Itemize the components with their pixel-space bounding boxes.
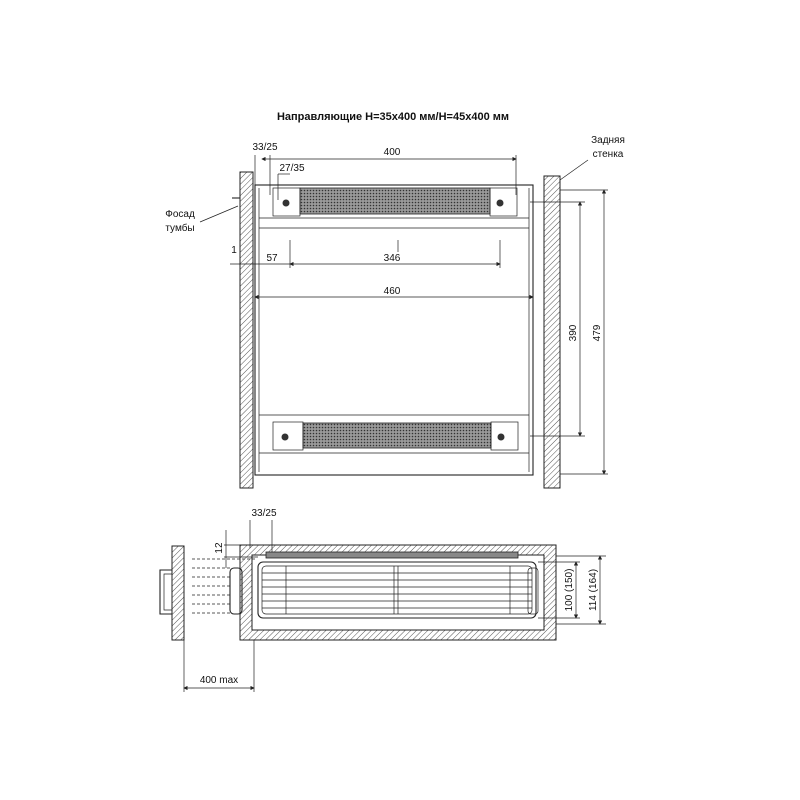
front-view: [160, 508, 606, 692]
dim-400-max: 400 max: [199, 675, 239, 686]
dim-100-150: 100 (150): [564, 568, 575, 612]
basket-wires: [262, 566, 532, 614]
dim-57: 57: [266, 253, 278, 264]
top-rail: [300, 188, 490, 214]
dim-27-35: 27/35: [279, 163, 305, 174]
dim-479: 479: [592, 324, 603, 342]
front-handle: [160, 570, 172, 614]
back-wall: [544, 176, 560, 488]
dim-1: 1: [231, 245, 237, 256]
dim-346: 346: [383, 253, 401, 264]
bottom-right-screw: [498, 434, 505, 441]
basket-frame: [258, 562, 536, 618]
dim-460: 460: [383, 286, 401, 297]
top-view: [165, 135, 625, 488]
bottom-right-bracket: [491, 422, 518, 450]
dim-390: 390: [568, 324, 579, 342]
top-left-screw: [283, 200, 290, 207]
dim-114-164: 114 (164): [588, 568, 599, 612]
back-label-1: Задняя: [591, 135, 625, 146]
dim-12: 12: [214, 542, 225, 554]
dim-33-25-top: 33/25: [252, 142, 278, 153]
facade-label-2: тумбы: [165, 223, 195, 234]
front-rail: [266, 552, 518, 558]
facade-wall: [240, 172, 253, 488]
dim-400: 400: [383, 147, 401, 158]
top-right-screw: [497, 200, 504, 207]
facade-label-1: Фосад: [165, 209, 195, 220]
top-right-bracket: [490, 188, 517, 216]
dim-33-25-bottom: 33/25: [251, 508, 277, 519]
bottom-rail: [303, 423, 491, 448]
bottom-left-screw: [282, 434, 289, 441]
back-label-2: стенка: [592, 149, 624, 160]
front-facade-panel: [172, 546, 184, 640]
drawing-title: Направляющие H=35x400 мм/H=45x400 мм: [276, 111, 510, 123]
